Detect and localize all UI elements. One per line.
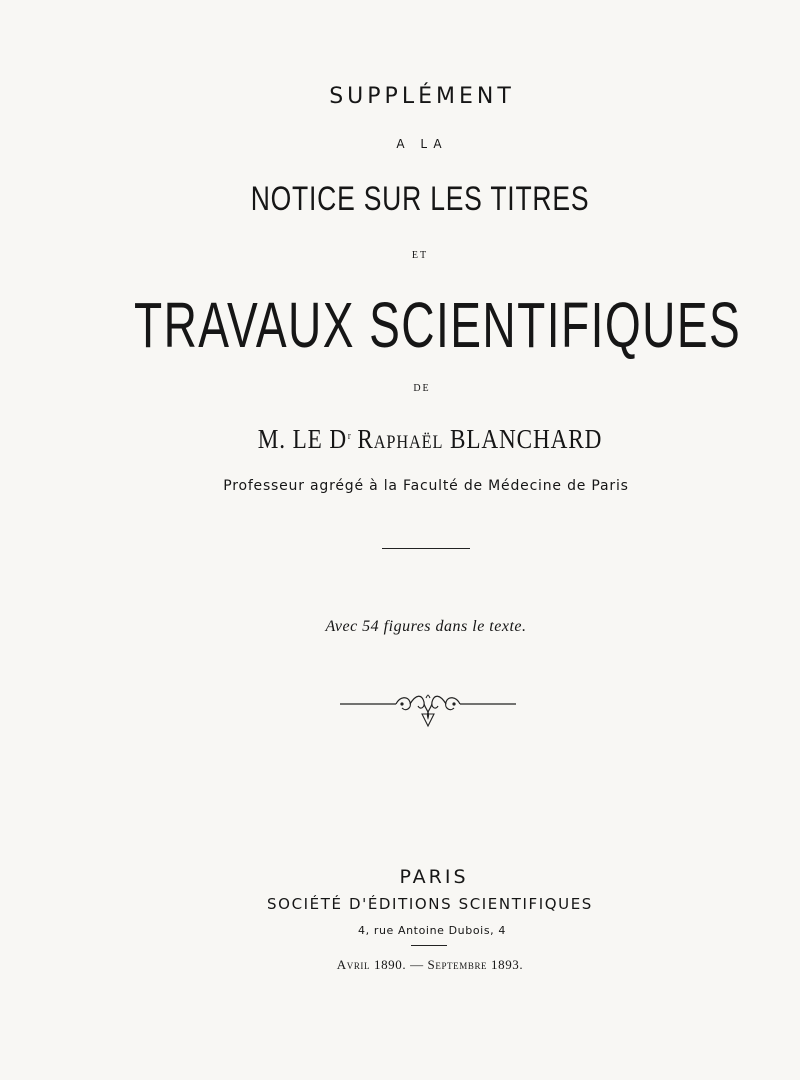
publisher-name: SOCIÉTÉ D'ÉDITIONS SCIENTIFIQUES — [267, 895, 593, 913]
et-line: ET — [411, 250, 429, 261]
fleuron-ornament-icon — [340, 690, 516, 730]
publisher-address: 4, rue Antoine Dubois, 4 — [358, 924, 506, 937]
divider-rule — [382, 548, 470, 549]
short-rule — [411, 945, 447, 946]
notice-title: NOTICE SUR LES TITRES — [250, 180, 590, 218]
main-title: TRAVAUX SCIENTIFIQUES — [134, 289, 742, 361]
figures-note: Avec 54 figures dans le texte. — [325, 618, 527, 635]
author-affiliation: Professeur agrégé à la Faculté de Médecine de Paris — [223, 478, 629, 494]
author-title-superscript: r — [347, 431, 351, 442]
author-first-name: Raphaël — [357, 424, 444, 454]
supplement-heading: SUPPLÉMENT — [329, 84, 515, 109]
author-surname: BLANCHARD — [450, 424, 603, 454]
publication-dates: Avril 1890. — Septembre 1893. — [336, 957, 524, 972]
author-line — [86, 424, 774, 455]
author-prefix: M. LE D — [257, 424, 347, 454]
a-la-line: A LA — [396, 137, 448, 151]
publisher-city: PARIS — [399, 866, 469, 888]
de-line: DE — [413, 383, 431, 394]
